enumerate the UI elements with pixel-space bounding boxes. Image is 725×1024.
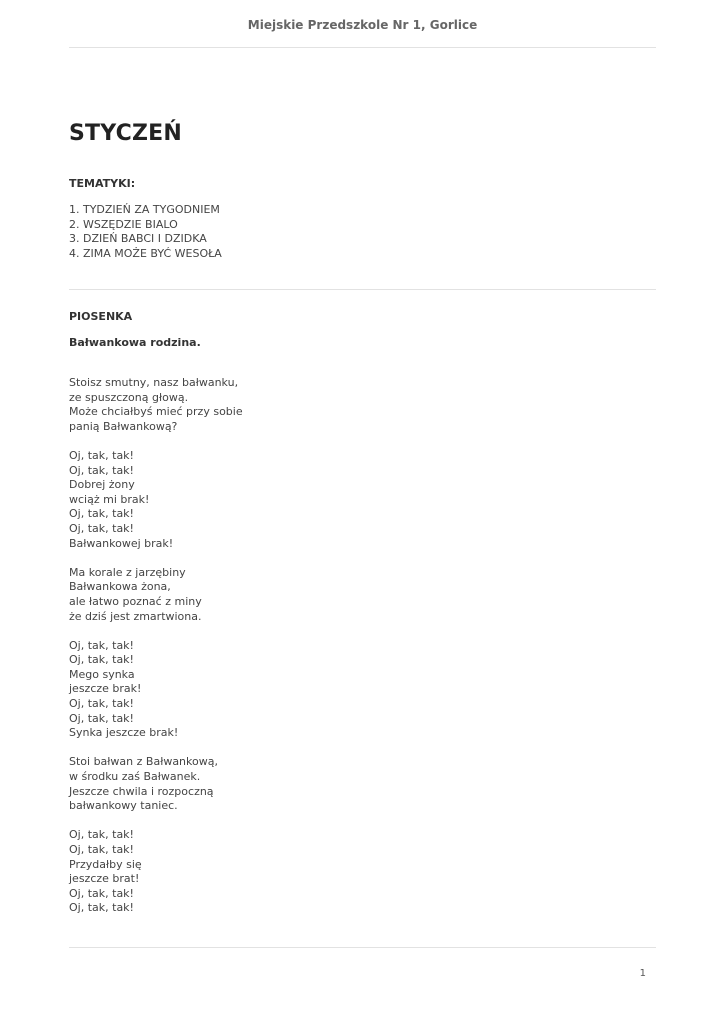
lyrics-line: ale łatwo poznać z miny <box>69 594 202 608</box>
lyrics-line: Stoisz smutny, nasz bałwanku, <box>69 376 239 389</box>
lyrics-line: w środku zaś Bałwanek. <box>69 770 201 784</box>
song-lyrics <box>69 376 243 916</box>
lyrics-line: Dobrej żony <box>69 478 135 492</box>
lyrics-line: jeszcze brat! <box>69 872 140 886</box>
lyrics-line: Oj, tak, tak! <box>69 828 134 842</box>
lyrics-line: Oj, tak, tak! <box>69 463 134 477</box>
lyrics-line: Stoi bałwan z Bałwankową, <box>69 755 218 769</box>
lyrics-line: Oj, tak, tak! <box>69 711 134 725</box>
header-divider <box>69 47 656 48</box>
lyrics-line: Oj, tak, tak! <box>69 886 134 900</box>
lyrics-line: że dziś jest zmartwiona. <box>69 609 202 623</box>
lyrics-line: Bałwankowej brak! <box>69 536 174 550</box>
lyrics-line: Synka jeszcze brak! <box>69 726 179 740</box>
lyrics-line: Bałwankowa żona, <box>69 580 171 594</box>
song-title: Bałwankowa rodzina. <box>69 336 201 349</box>
song-heading: PIOSENKA <box>69 310 133 323</box>
lyrics-line: Oj, tak, tak! <box>69 653 134 667</box>
lyrics-stanza <box>69 566 243 624</box>
lyrics-line: wciąż mi brak! <box>69 492 150 506</box>
lyrics-line: Oj, tak, tak! <box>69 507 134 521</box>
page-header: Miejskie Przedszkole Nr 1, Gorlice <box>247 18 478 32</box>
topics-heading: TEMATYKI: <box>69 177 136 190</box>
lyrics-line: Ma korale z jarzębiny <box>69 565 186 579</box>
page-title: STYCZEŃ <box>69 121 182 146</box>
lyrics-line: Oj, tak, tak! <box>69 521 134 535</box>
topic-item: 2. WSZĘDZIE BIALO <box>69 217 178 231</box>
lyrics-line: Jeszcze chwila i rozpoczną <box>69 784 214 798</box>
lyrics-stanza <box>69 449 243 551</box>
topic-item: 4. ZIMA MOŻE BYĆ WESOŁA <box>69 246 222 260</box>
lyrics-line: Przydałby się <box>69 857 142 871</box>
lyrics-stanza <box>69 639 243 741</box>
topic-item: 3. DZIEŃ BABCI I DZIDKA <box>69 232 207 246</box>
lyrics-stanza <box>69 828 243 916</box>
lyrics-line: panią Bałwankową? <box>69 419 178 433</box>
lyrics-line: Oj, tak, tak! <box>69 697 134 711</box>
lyrics-line: Oj, tak, tak! <box>69 448 134 462</box>
lyrics-line: bałwankowy taniec. <box>69 799 178 813</box>
lyrics-stanza <box>69 376 243 434</box>
lyrics-line: Oj, tak, tak! <box>69 901 134 915</box>
section-divider <box>69 289 656 290</box>
lyrics-line: ze spuszczoną głową. <box>69 390 189 404</box>
lyrics-stanza <box>69 755 243 813</box>
footer-divider <box>69 947 656 948</box>
page-number: 1 <box>639 968 646 979</box>
lyrics-line: Oj, tak, tak! <box>69 638 134 652</box>
lyrics-line: Może chciałbyś mieć przy sobie <box>69 405 243 419</box>
lyrics-line: Oj, tak, tak! <box>69 843 134 856</box>
topic-item: 1. TYDZIEŃ ZA TYGODNIEM <box>69 203 220 216</box>
topics-list <box>69 203 222 261</box>
lyrics-line: Mego synka <box>69 667 135 681</box>
lyrics-line: jeszcze brak! <box>69 682 142 696</box>
